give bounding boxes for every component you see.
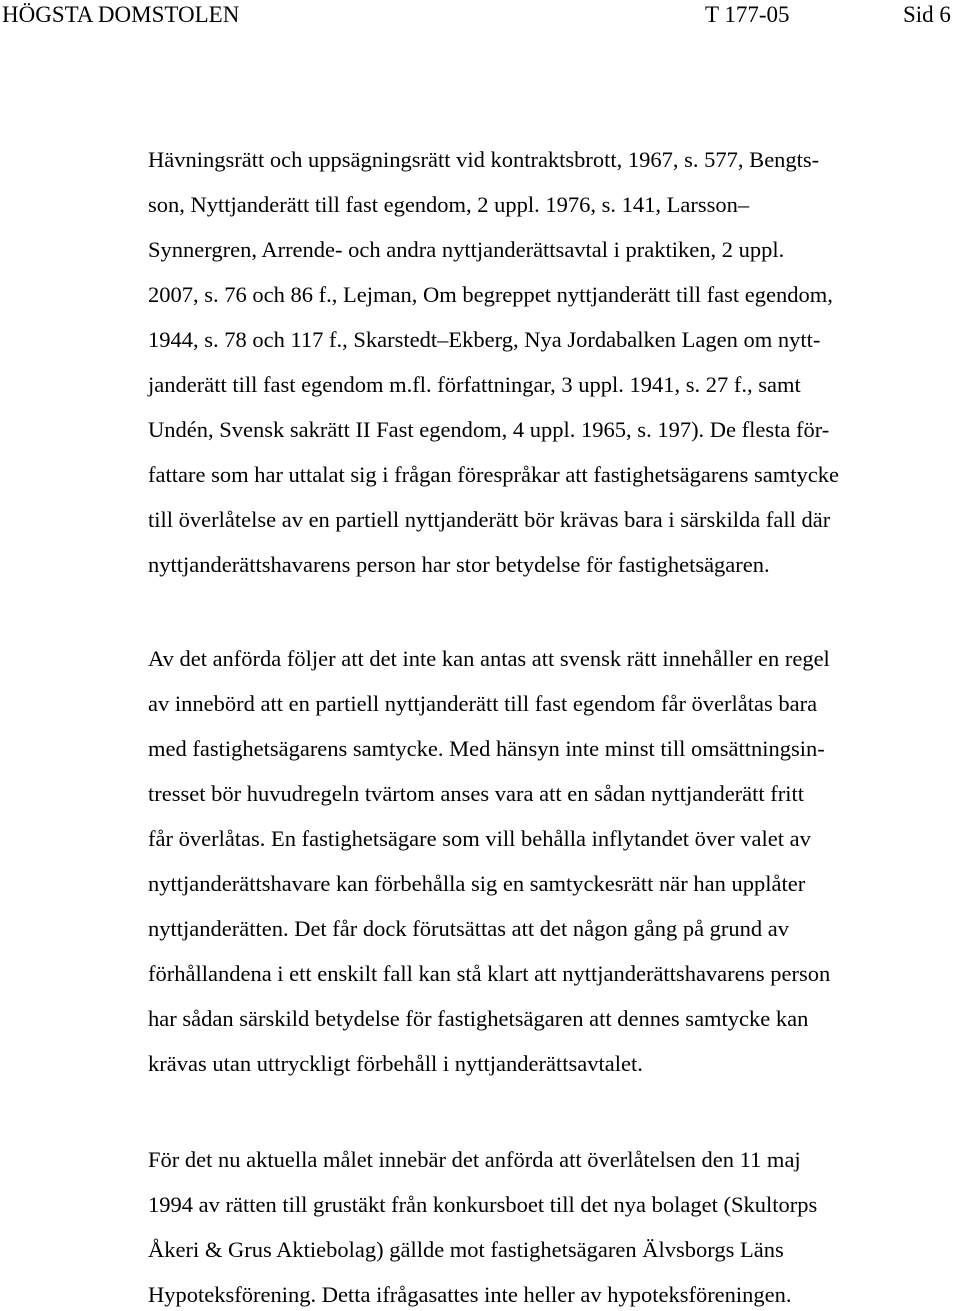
court-name: HÖGSTA DOMSTOLEN: [2, 2, 240, 27]
text-line: tresset bör huvudregeln tvärtom anses vara att en sådan nyttjanderätt fritt: [148, 781, 805, 806]
text-line: För det nu aktuella målet innebär det anförda att överlåtelsen den 11 maj: [148, 1147, 801, 1172]
text-line: har sådan särskild betydelse för fastighetsägaren att dennes samtycke kan: [148, 1006, 809, 1031]
text-line: 2007, s. 76 och 86 f., Lejman, Om begreppet nyttjanderätt till fast egendom,: [148, 282, 833, 307]
text-line: nyttjanderättshavare kan förbehålla sig en samtyckesrätt när han upplåter: [148, 871, 806, 896]
text-line: Hävningsrätt och uppsägningsrätt vid kontraktsbrott, 1967, s. 577, Bengts-: [148, 147, 820, 172]
text-line: Av det anförda följer att det inte kan antas att svensk rätt innehåller en regel: [148, 646, 830, 671]
text-line: Undén, Svensk sakrätt II Fast egendom, 4 uppl. 1965, s. 197). De flesta för-: [148, 417, 830, 442]
text-line: Hypoteksförening. Detta ifrågasattes inte heller av hypoteksföreningen.: [148, 1282, 792, 1307]
text-line: nyttjanderättshavarens person har stor betydelse för fastighetsägaren.: [148, 552, 770, 577]
text-line: krävas utan uttryckligt förbehåll i nyttjanderättsavtalet.: [148, 1051, 643, 1076]
text-line: 1944, s. 78 och 117 f., Skarstedt–Ekberg, Nya Jordabalken Lagen om nytt-: [148, 327, 821, 352]
text-line: förhållandena i ett enskilt fall kan stå klart att nyttjanderättshavarens person: [148, 961, 831, 986]
text-line: till överlåtelse av en partiell nyttjanderätt bör krävas bara i särskilda fall där: [148, 507, 831, 532]
case-number: T 177-05: [705, 2, 790, 27]
text-line: Synnergren, Arrende- och andra nyttjanderättsavtal i praktiken, 2 uppl.: [148, 237, 785, 262]
text-line: 1994 av rätten till grustäkt från konkursboet till det nya bolaget (Skultorps: [148, 1192, 818, 1217]
text-line: får överlåtas. En fastighetsägare som vill behålla inflytandet över valet av: [148, 826, 811, 851]
text-line: nyttjanderätten. Det får dock förutsättas att det någon gång på grund av: [148, 916, 790, 941]
text-line: av innebörd att en partiell nyttjanderätt till fast egendom får överlåtas bara: [148, 691, 818, 716]
text-line: Åkeri & Grus Aktiebolag) gällde mot fastighetsägaren Älvsborgs Läns: [148, 1237, 784, 1262]
page-header: [0, 0, 960, 30]
text-line: fattare som har uttalat sig i frågan förespråkar att fastighetsägarens samtycke: [148, 462, 839, 487]
text-line: janderätt till fast egendom m.fl. författningar, 3 uppl. 1941, s. 27 f., samt: [148, 372, 801, 397]
text-line: son, Nyttjanderätt till fast egendom, 2 uppl. 1976, s. 141, Larsson–: [148, 192, 750, 217]
page-number: Sid 6: [903, 2, 951, 27]
text-line: med fastighetsägarens samtycke. Med hänsyn inte minst till omsättningsin-: [148, 736, 825, 761]
